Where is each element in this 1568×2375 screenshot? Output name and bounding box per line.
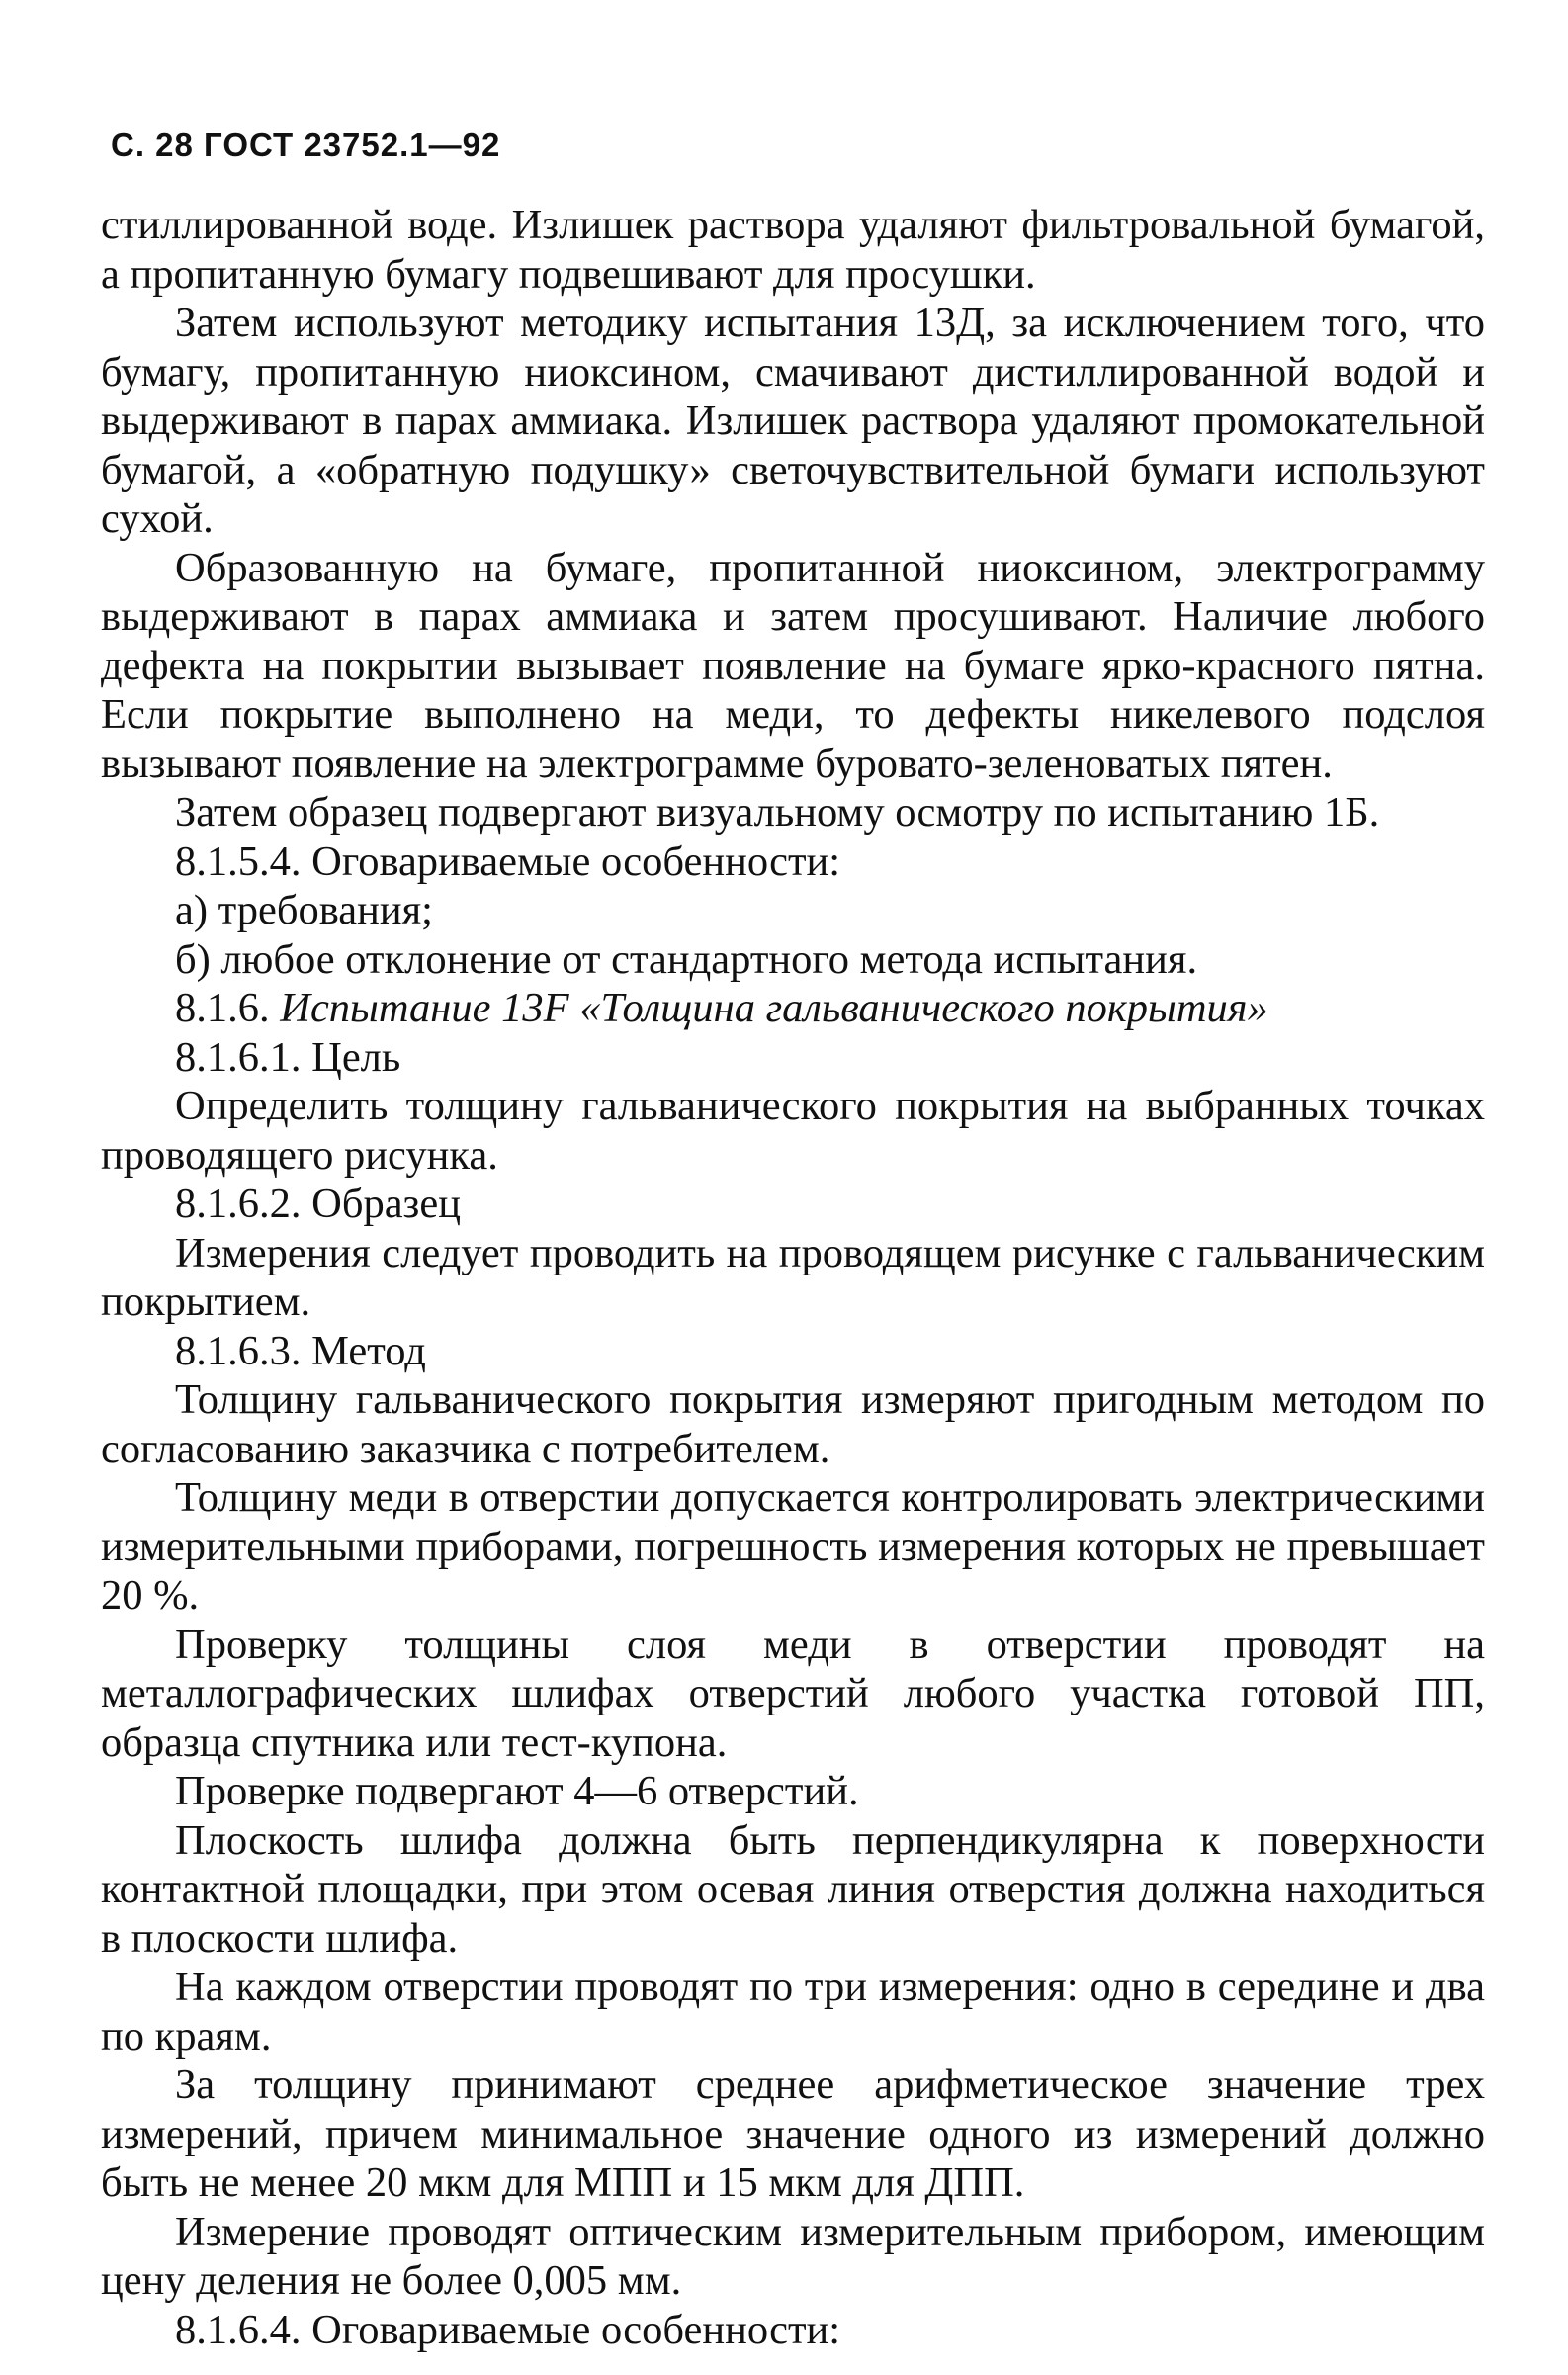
document-body	[101, 201, 1485, 2354]
clause-heading: 8.1.5.4. Оговариваемые особенности:	[175, 837, 841, 885]
paragraph: За толщину принимают среднее арифметическое значение трех измерений, причем минимальное значение одного из измерений должно быть не менее 20 мкм для МПП и 15 мкм для ДПП.	[101, 2062, 1485, 2206]
section-heading	[101, 984, 1485, 1033]
paragraph: Затем используют методику испытания 13Д, за исключением того, что бумагу, пропитанную ниоксином, смачивают дистиллированной водой и выдерживают в парах аммиака. Излишек раствора удаляют промокательной бумагой, а «обратную подушку» светочувствительной бумаги используют сухой.	[101, 300, 1485, 542]
paragraph: Измерения следует проводить на проводящем рисунке с гальваническим покрытием.	[101, 1229, 1485, 1325]
paragraph: стиллированной воде. Излишек раствора удаляют фильтровальной бумагой, а пропитанную бумагу подвешивают для просушки.	[101, 202, 1485, 298]
clause-heading: 8.1.6.2. Образец	[175, 1181, 461, 1227]
paragraph: Толщину меди в отверстии допускается контролировать электрическими измерительными приборами, погрешность измерения которых не превышает 20 %.	[101, 1474, 1485, 1619]
paragraph: На каждом отверстии проводят по три измерения: одно в середине и два по краям.	[101, 1964, 1485, 2060]
clause-heading: 8.1.6.3. Метод	[175, 1327, 426, 1374]
paragraph: Толщину гальванического покрытия измеряют пригодным методом по согласованию заказчика с потребителем.	[101, 1376, 1485, 1472]
list-item: б) любое отклонение от стандартного метода испытания.	[175, 935, 1198, 983]
clause-heading: 8.1.6.4. Оговариваемые особенности:	[175, 2306, 841, 2353]
section-title: Испытание 13F «Толщина гальванического покрытия»	[280, 985, 1268, 1031]
list-item: а) требования;	[175, 887, 433, 933]
page-header: С. 28 ГОСТ 23752.1—92	[111, 127, 501, 163]
clause-heading: 8.1.6.1. Цель	[175, 1033, 401, 1081]
section-number: 8.1.6.	[175, 985, 281, 1031]
paragraph: Измерение проводят оптическим измерительным прибором, имеющим цену деления не более 0,005 мм.	[101, 2208, 1485, 2304]
paragraph: Проверке подвергают 4—6 отверстий.	[175, 1768, 859, 1814]
paragraph: Определить толщину гальванического покрытия на выбранных точках проводящего рисунка.	[101, 1083, 1485, 1179]
paragraph: Проверку толщины слоя меди в отверстии проводят на металлографических шлифах отверстий любого участка готовой ПП, образца спутника или тест-купона.	[101, 1621, 1485, 1766]
paragraph: Затем образец подвергают визуальному осмотру по испытанию 1Б.	[175, 789, 1380, 836]
paragraph: Плоскость шлифа должна быть перпендикулярна к поверхности контактной площадки, при этом осевая линия отверстия должна находиться в плоскости шлифа.	[101, 1816, 1485, 1962]
paragraph: Образованную на бумаге, пропитанной ниоксином, электрограмму выдерживают в парах аммиака и затем просушивают. Наличие любого дефекта на покрытии вызывает появление на бумаге ярко-красного пятна. Если покрытие выполнено на меди, то дефекты никелевого подслоя вызывают появление на электрограмме буровато-зеленоватых пятен.	[101, 544, 1485, 787]
